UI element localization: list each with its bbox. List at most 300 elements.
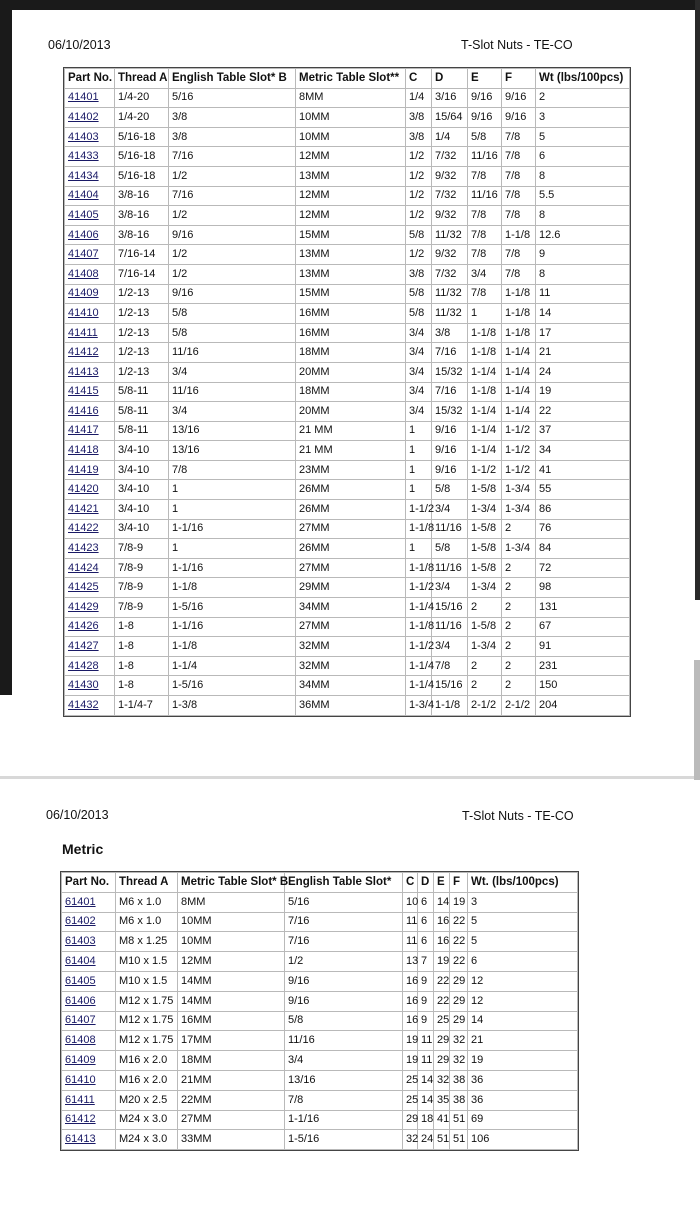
part-number-link[interactable]: 61406 [65, 994, 96, 1007]
table-row [65, 558, 630, 578]
part-number-link[interactable]: 41434 [68, 169, 99, 182]
table-cell: 8MM [178, 892, 285, 912]
table-cell: 11/16 [432, 519, 468, 539]
part-number-link[interactable]: 41421 [68, 502, 99, 515]
table-cell: 2 [502, 598, 536, 618]
table-cell: 1/2 [169, 264, 296, 284]
part-number-cell [62, 1070, 116, 1090]
table-cell: 1 [169, 500, 296, 520]
part-number-cell [65, 304, 115, 324]
table-cell: 16MM [296, 304, 406, 324]
table-cell: 33MM [178, 1130, 285, 1150]
table-cell: 32 [450, 1031, 468, 1051]
part-number-cell [62, 912, 116, 932]
table-cell: 1-3/4 [468, 500, 502, 520]
table-cell: M20 x 2.5 [116, 1090, 178, 1110]
table-cell: 9/32 [432, 245, 468, 265]
table-cell: 7/8 [468, 225, 502, 245]
table-row [62, 1070, 578, 1090]
table-cell: 14 [434, 892, 450, 912]
table-cell: 16 [403, 971, 418, 991]
table-row [65, 343, 630, 363]
part-number-link[interactable]: 61410 [65, 1073, 96, 1086]
table-row [65, 421, 630, 441]
column-header: E [468, 69, 502, 89]
table-cell: 15/32 [432, 362, 468, 382]
table-cell: 11/16 [432, 617, 468, 637]
table-cell: 7/32 [432, 147, 468, 167]
part-number-link[interactable]: 41416 [68, 404, 99, 417]
table-cell: 3/4 [406, 362, 432, 382]
part-number-link[interactable]: 41408 [68, 267, 99, 280]
table-cell: 25 [403, 1090, 418, 1110]
table-cell: 1-1/4 [502, 343, 536, 363]
table-cell: 3/4 [169, 402, 296, 422]
part-number-link[interactable]: 61409 [65, 1054, 96, 1067]
table-cell: 1-5/16 [285, 1130, 403, 1150]
table-cell: 3/4 [406, 343, 432, 363]
table-row [65, 696, 630, 716]
table-cell: 12 [468, 991, 578, 1011]
table-header-row [62, 873, 578, 893]
part-number-link[interactable]: 41413 [68, 365, 99, 378]
table-cell: 24 [536, 362, 630, 382]
table-cell: 1-1/16 [169, 558, 296, 578]
table-cell: 36 [468, 1070, 578, 1090]
table-cell: 6 [418, 892, 434, 912]
part-number-link[interactable]: 41429 [68, 600, 99, 613]
table-cell: M16 x 2.0 [116, 1070, 178, 1090]
table-cell: 12.6 [536, 225, 630, 245]
part-number-link[interactable]: 41432 [68, 698, 99, 711]
table-cell: 26MM [296, 539, 406, 559]
part-number-cell [65, 323, 115, 343]
table-cell: 34 [536, 441, 630, 461]
table-cell: 7/8 [502, 127, 536, 147]
table-cell: 29 [434, 1051, 450, 1071]
table-cell: 1-1/4 [502, 382, 536, 402]
table-row [65, 323, 630, 343]
part-number-link[interactable]: 41404 [68, 189, 99, 202]
table-cell: 3/4 [285, 1051, 403, 1071]
part-number-link[interactable]: 41411 [68, 326, 98, 339]
table-row [62, 991, 578, 1011]
table-cell: 3/8-16 [115, 186, 169, 206]
part-number-link[interactable]: 41420 [68, 483, 99, 496]
part-number-link[interactable]: 41423 [68, 542, 99, 555]
table-cell: 1-3/4 [502, 500, 536, 520]
table-cell: 10MM [178, 932, 285, 952]
table-cell: 2 [502, 676, 536, 696]
table-cell: 1 [169, 539, 296, 559]
table-cell: 2 [502, 558, 536, 578]
table-cell: 9/16 [432, 441, 468, 461]
table-cell: 1/2-13 [115, 343, 169, 363]
table-cell: 1-5/8 [468, 617, 502, 637]
table-cell: 16MM [178, 1011, 285, 1031]
table-cell: 1-1/8 [502, 304, 536, 324]
part-number-cell [65, 186, 115, 206]
column-header: E [434, 873, 450, 893]
table-cell: 27MM [296, 617, 406, 637]
part-number-link[interactable]: 41415 [68, 385, 99, 398]
table-row [65, 656, 630, 676]
table-cell: 16 [434, 932, 450, 952]
table-cell: 3/8 [432, 323, 468, 343]
table-cell: 14 [536, 304, 630, 324]
table-cell: 9/32 [432, 206, 468, 226]
table-cell: 7/32 [432, 264, 468, 284]
part-number-cell [65, 206, 115, 226]
table-cell: 38 [450, 1070, 468, 1090]
table-row [62, 892, 578, 912]
table-cell: 20MM [296, 362, 406, 382]
table-cell: 5/16 [285, 892, 403, 912]
table-cell: 14 [468, 1011, 578, 1031]
table-cell: 1-1/8 [502, 323, 536, 343]
table-cell: 5/16-18 [115, 127, 169, 147]
table-cell: 17MM [178, 1031, 285, 1051]
part-number-link[interactable]: 61411 [65, 1093, 95, 1106]
table-cell: 5/8-11 [115, 402, 169, 422]
part-number-link[interactable]: 41403 [68, 130, 99, 143]
metric-section-title: Metric [62, 841, 104, 857]
table-cell: 21 MM [296, 441, 406, 461]
table-cell: 67 [536, 617, 630, 637]
table-cell: 7/16 [432, 382, 468, 402]
table-cell: 26MM [296, 480, 406, 500]
table-cell: 22MM [178, 1090, 285, 1110]
part-number-link[interactable]: 41412 [68, 346, 99, 359]
table-cell: 2 [468, 676, 502, 696]
table-cell: 13 [403, 952, 418, 972]
table-cell: 2 [468, 656, 502, 676]
table-cell: 11 [403, 912, 418, 932]
table-row [62, 952, 578, 972]
part-number-link[interactable]: 61407 [65, 1014, 96, 1027]
table-cell: 7/16 [285, 912, 403, 932]
table-row [65, 402, 630, 422]
table-cell: 13/16 [169, 421, 296, 441]
table-cell: 7/8 [502, 206, 536, 226]
table-row [65, 441, 630, 461]
part-number-cell [65, 460, 115, 480]
table-cell: 3/4 [432, 637, 468, 657]
table-cell: 1-1/4 [502, 402, 536, 422]
table-row [65, 108, 630, 128]
table-cell: 15/64 [432, 108, 468, 128]
table-cell: 25 [403, 1070, 418, 1090]
table-cell: 3/4-10 [115, 460, 169, 480]
table-cell: 1-3/4 [502, 480, 536, 500]
table-cell: 7/8-9 [115, 539, 169, 559]
part-number-link[interactable]: 41419 [68, 463, 99, 476]
table-cell: 11/32 [432, 304, 468, 324]
table-cell: 98 [536, 578, 630, 598]
part-number-link[interactable]: 61413 [65, 1133, 96, 1146]
table-cell: 9/16 [468, 88, 502, 108]
table-cell: 15/16 [432, 598, 468, 618]
table-cell: 16 [434, 912, 450, 932]
table-row [65, 460, 630, 480]
table-cell: 11/16 [169, 343, 296, 363]
table-cell: 10MM [178, 912, 285, 932]
part-number-link[interactable]: 41433 [68, 150, 99, 163]
table-cell: 3/8 [406, 264, 432, 284]
table-cell: 22 [450, 912, 468, 932]
part-number-cell [65, 696, 115, 716]
table-cell: 7/8 [285, 1090, 403, 1110]
table-cell: 32 [403, 1130, 418, 1150]
table-cell: 5 [468, 932, 578, 952]
part-number-cell [65, 245, 115, 265]
table-row [62, 1051, 578, 1071]
part-number-cell [65, 539, 115, 559]
part-number-link[interactable]: 41424 [68, 561, 99, 574]
table-cell: 7/8 [468, 245, 502, 265]
table-cell: 3/8 [406, 127, 432, 147]
part-number-link[interactable]: 41402 [68, 110, 99, 123]
table-header-row [65, 69, 630, 89]
part-number-link[interactable]: 61405 [65, 974, 96, 987]
part-number-cell [62, 1051, 116, 1071]
column-header: D [432, 69, 468, 89]
table-cell: 5/8 [169, 304, 296, 324]
table-cell: 1-1/8 [502, 225, 536, 245]
column-header: F [502, 69, 536, 89]
table-cell: 13MM [296, 245, 406, 265]
table-cell: 7/8 [468, 166, 502, 186]
table-cell: M12 x 1.75 [116, 991, 178, 1011]
table-cell: 5 [468, 912, 578, 932]
part-number-cell [65, 225, 115, 245]
table-cell: 9/16 [169, 225, 296, 245]
part-number-link[interactable]: 61403 [65, 935, 96, 948]
table-cell: 1-1/4-7 [115, 696, 169, 716]
table-cell: 5/8-11 [115, 382, 169, 402]
table-cell: 1/2 [169, 166, 296, 186]
table-row [65, 676, 630, 696]
metric-nuts-table [61, 872, 578, 1150]
column-header: Wt. (lbs/100pcs) [468, 873, 578, 893]
table-cell: 7/8-9 [115, 598, 169, 618]
table-row [65, 617, 630, 637]
scan-edge-right [695, 0, 700, 600]
table-cell: 21 [536, 343, 630, 363]
table-cell: 9 [536, 245, 630, 265]
table-cell: 29 [450, 1011, 468, 1031]
part-number-cell [65, 676, 115, 696]
table-cell: 1/2 [285, 952, 403, 972]
table-row [65, 264, 630, 284]
table-cell: 5 [536, 127, 630, 147]
table-cell: 1-1/4 [406, 676, 432, 696]
table-cell: 1-1/8 [169, 637, 296, 657]
part-number-cell [65, 598, 115, 618]
table-cell: 12MM [296, 206, 406, 226]
table-cell: 14 [418, 1070, 434, 1090]
table-cell: 34MM [296, 676, 406, 696]
column-header: Metric Table Slot** [296, 69, 406, 89]
table-cell: 19 [468, 1051, 578, 1071]
table-cell: 11/16 [285, 1031, 403, 1051]
part-number-link[interactable]: 61401 [65, 895, 96, 908]
part-number-link[interactable]: 41407 [68, 248, 99, 261]
table-cell: 3/4-10 [115, 441, 169, 461]
table-row [62, 932, 578, 952]
table-cell: 1-3/4 [502, 539, 536, 559]
part-number-cell [62, 952, 116, 972]
table-cell: 11/16 [169, 382, 296, 402]
table-row [65, 637, 630, 657]
table-cell: 41 [536, 460, 630, 480]
table-row [65, 225, 630, 245]
table-cell: 3/8 [406, 108, 432, 128]
table-cell: 7/8 [169, 460, 296, 480]
part-number-link[interactable]: 41418 [68, 444, 99, 457]
part-number-link[interactable]: 41422 [68, 522, 99, 535]
table-row [65, 480, 630, 500]
column-header: D [418, 873, 434, 893]
table-cell: 16 [403, 991, 418, 1011]
table-cell: 9 [418, 971, 434, 991]
table-cell: 37 [536, 421, 630, 441]
page2-date: 06/10/2013 [46, 808, 109, 822]
table-row [62, 1031, 578, 1051]
table-cell: 1-1/2 [502, 460, 536, 480]
table-cell: 11/32 [432, 225, 468, 245]
part-number-link[interactable]: 41427 [68, 640, 99, 653]
part-number-link[interactable]: 41426 [68, 620, 99, 633]
table-cell: 1-1/16 [285, 1110, 403, 1130]
table-cell: 3 [468, 892, 578, 912]
table-cell: 3/16 [432, 88, 468, 108]
table-cell: 150 [536, 676, 630, 696]
table-cell: 1-3/4 [406, 696, 432, 716]
part-number-link[interactable]: 61404 [65, 955, 96, 968]
part-number-cell [62, 932, 116, 952]
table-cell: 1-1/4 [468, 362, 502, 382]
part-number-link[interactable]: 61402 [65, 915, 96, 928]
table-row [65, 539, 630, 559]
table-cell: 19 [536, 382, 630, 402]
part-number-cell [65, 362, 115, 382]
table-cell: 1-5/8 [468, 480, 502, 500]
table-cell: 22 [434, 991, 450, 1011]
page1-title: T-Slot Nuts - TE-CO [461, 38, 573, 52]
part-number-link[interactable]: 41401 [68, 91, 99, 104]
table-cell: 9/32 [432, 166, 468, 186]
table-cell: 5/8 [406, 304, 432, 324]
column-header: C [406, 69, 432, 89]
table-cell: 19 [403, 1031, 418, 1051]
part-number-cell [65, 441, 115, 461]
table-cell: 1-3/4 [468, 637, 502, 657]
table-cell: 3/4 [169, 362, 296, 382]
table-cell: 9/16 [285, 971, 403, 991]
table-cell: 5/8 [432, 480, 468, 500]
table-cell: 1-3/4 [468, 578, 502, 598]
table-cell: 1-1/2 [406, 500, 432, 520]
table-cell: 35 [434, 1090, 450, 1110]
table-cell: M12 x 1.75 [116, 1031, 178, 1051]
part-number-link[interactable]: 41425 [68, 581, 99, 594]
table-row [65, 598, 630, 618]
table-cell: 7/8 [502, 147, 536, 167]
table-cell: 1-3/8 [169, 696, 296, 716]
table-row [65, 186, 630, 206]
table-cell: 3/4 [406, 323, 432, 343]
table-cell: 9/16 [432, 421, 468, 441]
table-cell: 12 [468, 971, 578, 991]
table-cell: 5/16-18 [115, 166, 169, 186]
part-number-link[interactable]: 61412 [65, 1113, 96, 1126]
part-number-cell [65, 519, 115, 539]
part-number-link[interactable]: 41405 [68, 208, 99, 221]
part-number-link[interactable]: 41428 [68, 659, 99, 672]
table-cell: 1-1/4 [468, 441, 502, 461]
table-cell: 2 [468, 598, 502, 618]
part-number-cell [62, 1090, 116, 1110]
table-cell: 5/8-11 [115, 421, 169, 441]
page2-title: T-Slot Nuts - TE-CO [462, 809, 574, 823]
table-cell: 29 [434, 1031, 450, 1051]
table-cell: 1 [406, 480, 432, 500]
table-cell: 19 [434, 952, 450, 972]
table-cell: 13MM [296, 264, 406, 284]
table-cell: 5/16 [169, 88, 296, 108]
table-cell: 11/16 [468, 186, 502, 206]
table-cell: 1/2 [406, 186, 432, 206]
table-cell: 5/8 [169, 323, 296, 343]
table-cell: 7/8-9 [115, 558, 169, 578]
table-cell: 69 [468, 1110, 578, 1130]
table-cell: 7/8 [468, 206, 502, 226]
table-cell: 1-1/8 [432, 696, 468, 716]
table-cell: 1 [406, 441, 432, 461]
table-cell: 1/4-20 [115, 108, 169, 128]
part-number-link[interactable]: 41410 [68, 306, 99, 319]
table-cell: 10MM [296, 127, 406, 147]
table-cell: 3/4-10 [115, 500, 169, 520]
table-cell: 106 [468, 1130, 578, 1150]
part-number-link[interactable]: 41409 [68, 287, 99, 300]
part-number-link[interactable]: 41406 [68, 228, 99, 241]
table-cell: 12MM [178, 952, 285, 972]
scan-edge-left [0, 0, 12, 695]
part-number-link[interactable]: 61408 [65, 1034, 96, 1047]
part-number-link[interactable]: 41417 [68, 424, 99, 437]
table-cell: 1-1/2 [468, 460, 502, 480]
table-cell: 36MM [296, 696, 406, 716]
table-cell: M12 x 1.75 [116, 1011, 178, 1031]
table-cell: 16 [403, 1011, 418, 1031]
table-cell: 15MM [296, 284, 406, 304]
table-cell: 1-8 [115, 617, 169, 637]
part-number-cell [62, 1031, 116, 1051]
table-cell: 3/8 [169, 108, 296, 128]
table-cell: 1-1/16 [169, 519, 296, 539]
part-number-cell [65, 284, 115, 304]
table-cell: 3 [536, 108, 630, 128]
table-cell: 1-8 [115, 676, 169, 696]
table-cell: 11 [403, 932, 418, 952]
table-cell: 2-1/2 [502, 696, 536, 716]
part-number-link[interactable]: 41430 [68, 679, 99, 692]
table-cell: 8MM [296, 88, 406, 108]
table-cell: 2 [502, 617, 536, 637]
table-cell: 1/2 [169, 245, 296, 265]
